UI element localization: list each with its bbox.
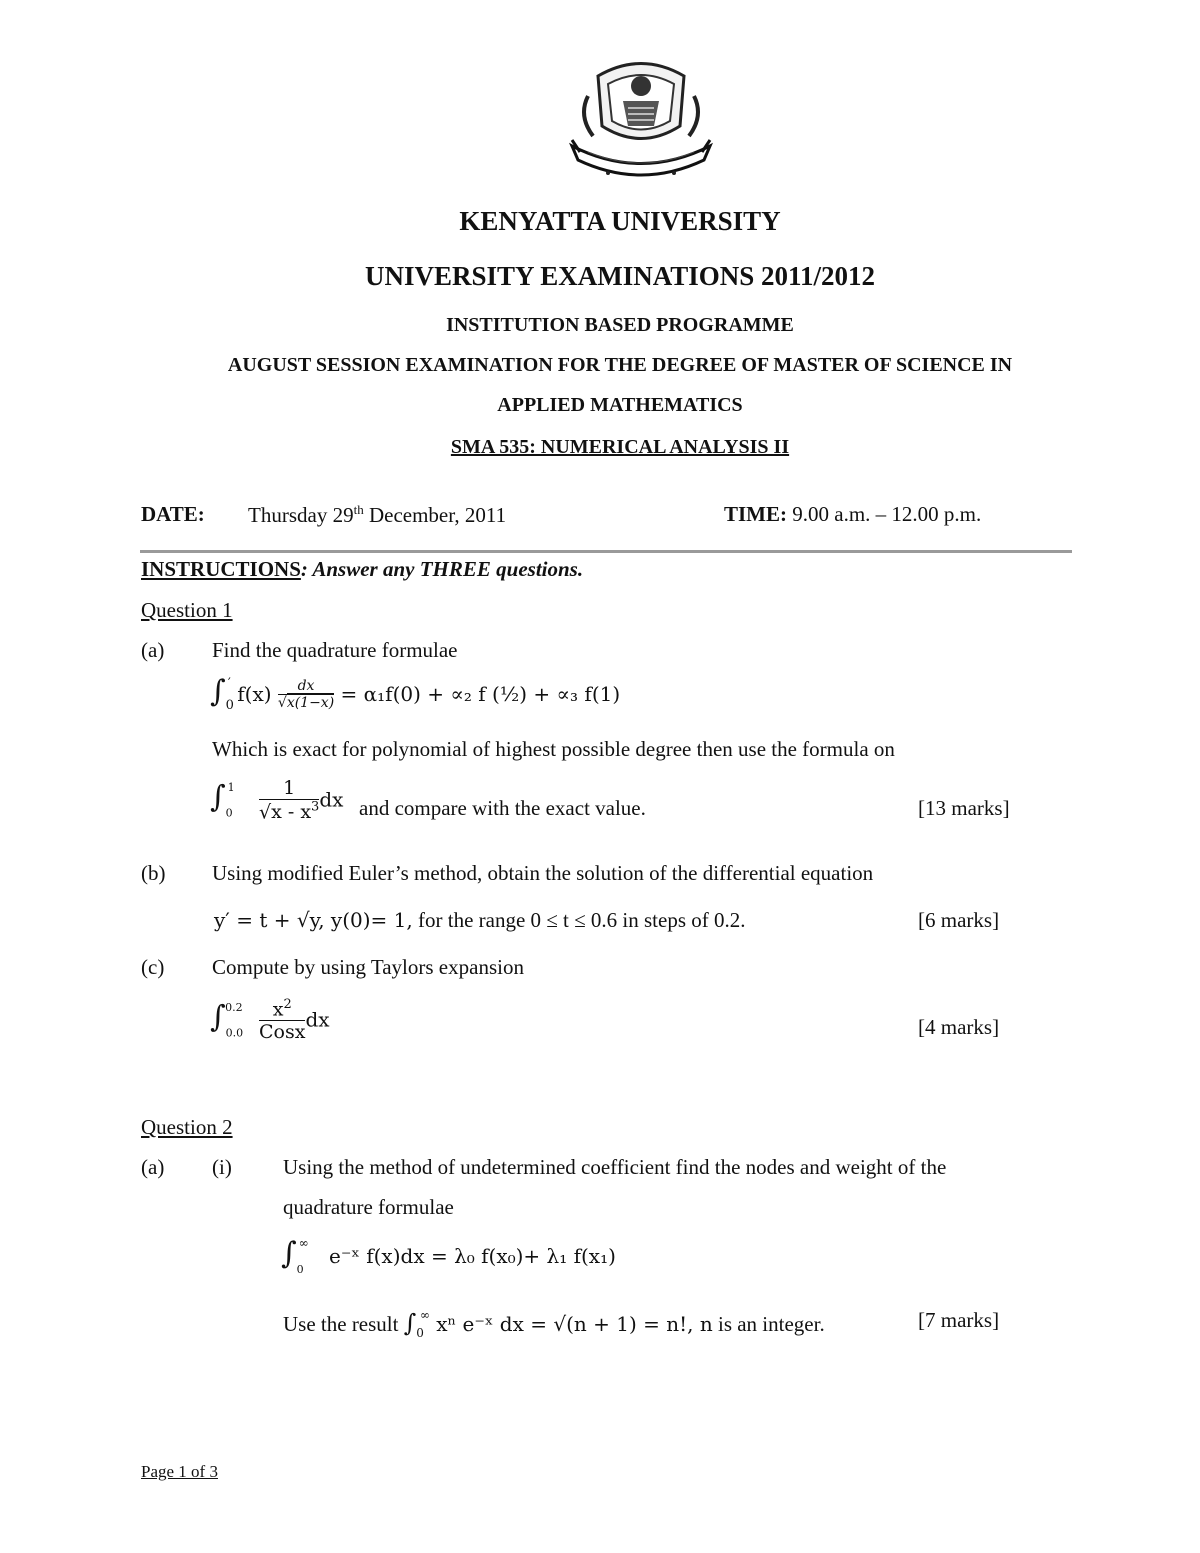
- q1c-integral: $\int_{0.0}^{0.2}$ $\frac{x^2}{\text{Cosx}}$ dx: [210, 997, 330, 1044]
- degree-line-1: AUGUST SESSION EXAMINATION FOR THE DEGREE OF MASTER OF SCIENCE IN: [227, 354, 1013, 376]
- q1a-integral-2: $\int_0^1$ $\frac{1}{√x - x^3}$ dx: [210, 777, 344, 824]
- time-line: [724, 502, 981, 527]
- q1a-text-2: Which is exact for polynomial of highest possible degree then use the formula on: [212, 737, 895, 761]
- q1a-formula: $\int_0'$ f(x) $\frac{dx}{√x(1-x)}$ = α₁f(0) + ∝₂ f (½) + ∝₃ f(1): [210, 674, 621, 713]
- q2a-i-text-1: Using the method of undetermined coefficient find the nodes and weight of the: [283, 1155, 947, 1179]
- q2a-use-post: is an integer.: [712, 1312, 825, 1336]
- question-2-title: Question 2: [141, 1115, 233, 1139]
- q1b-label: (b): [141, 861, 166, 885]
- q2a-label: (a): [141, 1155, 165, 1179]
- q1c-text: Compute by using Taylors expansion: [212, 955, 524, 979]
- date-day: Thursday 29: [248, 503, 354, 527]
- divider: [140, 550, 1072, 553]
- q2a-i-label: (i): [212, 1155, 232, 1179]
- instructions-label: INSTRUCTIONS: [141, 557, 301, 581]
- q2a-use-result: Use the result $\int_0^\infty$ xⁿ e⁻ˣ dx = √(n + 1) = n!, n is an integer.: [283, 1308, 825, 1340]
- page-number: Page 1 of 3: [141, 1462, 218, 1481]
- course-title: [0, 436, 1200, 459]
- instructions-text: Answer any THREE questions.: [307, 557, 584, 581]
- instructions-colon: :: [300, 557, 308, 581]
- q2a-use-formula: xⁿ e⁻ˣ dx = √(n + 1) = n!, n: [436, 1312, 713, 1336]
- time-value: 9.00 a.m. – 12.00 p.m.: [792, 502, 982, 526]
- q1b-equation: [214, 908, 746, 933]
- q2a-use-pre: Use the result: [283, 1312, 399, 1336]
- q2a-formula-text: e⁻ˣ f(x)dx = λ₀ f(x₀)+ λ₁ f(x₁): [329, 1244, 616, 1268]
- date-rest: December, 2011: [363, 503, 507, 527]
- university-seal: [568, 56, 714, 186]
- exam-title: UNIVERSITY EXAMINATIONS 2011/2012: [364, 261, 876, 291]
- programme-title: INSTITUTION BASED PROGRAMME: [446, 314, 794, 336]
- instructions: [141, 557, 583, 582]
- q2a-formula: $\int_0^\infty$ e⁻ˣ f(x)dx = λ₀ f(x₀)+ λ₁ f(x₁): [281, 1236, 616, 1276]
- q1c-marks: [4 marks]: [918, 1015, 1000, 1039]
- date-label: DATE:: [141, 502, 205, 526]
- degree-line-2: APPLIED MATHEMATICS: [497, 394, 743, 416]
- q1a-text: Find the quadrature formulae: [212, 638, 458, 662]
- university-name: KENYATTA UNIVERSITY: [459, 206, 781, 236]
- q2a-i-text-2: quadrature formulae: [283, 1195, 454, 1219]
- q1c-label: (c): [141, 955, 165, 979]
- course-title-text: SMA 535: NUMERICAL ANALYSIS II: [450, 436, 790, 458]
- q1a-formula-rhs: = α₁f(0) + ∝₂ f (½) + ∝₃ f(1): [340, 682, 621, 706]
- date-sup: th: [353, 502, 364, 517]
- q1a-marks: [13 marks]: [918, 796, 1010, 820]
- q2a-marks: [7 marks]: [918, 1308, 1000, 1332]
- date-value: [248, 502, 506, 528]
- q1b-marks: [6 marks]: [918, 908, 1000, 932]
- time-label: TIME:: [724, 502, 787, 526]
- question-1-title: Question 1: [141, 598, 233, 622]
- q1b-text: Using modified Euler’s method, obtain the solution of the differential equation: [212, 861, 874, 885]
- seal-graphic: [568, 56, 714, 186]
- q1b-formula: y′ = t + √y, y(0)= 1,: [214, 908, 413, 932]
- q1b-range: for the range 0 ≤ t ≤ 0.6 in steps of 0.2.: [412, 908, 746, 932]
- q1a-label: (a): [141, 638, 165, 662]
- q1a-text-3: and compare with the exact value.: [359, 796, 646, 820]
